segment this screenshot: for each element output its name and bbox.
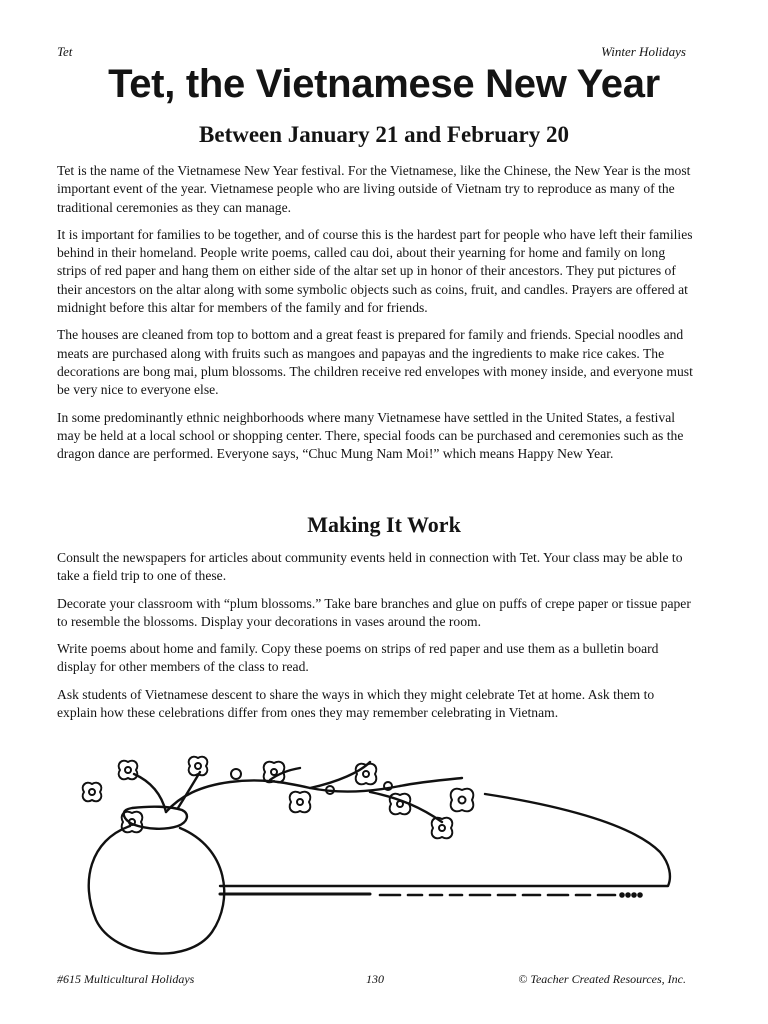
date-range-subtitle: Between January 21 and February 20 <box>199 122 569 147</box>
intro-paragraph: In some predominantly ethnic neighborhoods where many Vietnamese have settled in the United States, a festival may be held at a local school or shopping center. There, special foods can be purchased and ceremonies such as the dragon dance are performed. Everyone says, “Chuc Mung Nam Moi!” which means Happy New Year. <box>57 409 684 462</box>
page-title: Tet, the Vietnamese New Year <box>108 62 660 106</box>
section-heading: Making It Work <box>307 512 461 537</box>
intro-paragraph: It is important for families to be together, and of course this is the hardest part for people who have left their families behind in their homeland. People write poems, called cau doi, about their yearning for home and family on long strips of red paper and hang them on either side of the altar set up in honor of their ancestors. They put pictures of their ancestors on the altar along with some symbolic objects such as coins, fruit, and candles. Prayers are offered at midnight before this altar for members of the family and for friends. <box>57 226 693 316</box>
running-header-right: Winter Holidays <box>601 44 686 59</box>
activity-paragraph: Write poems about home and family. Copy these poems on strips of red paper and use them as a bulletin board display for other members of the class to read. <box>57 641 659 675</box>
intro-paragraph: The houses are cleaned from top to bottom and a great feast is prepared for family and friends. Special noodles and meats are purchased along with fruits such as mangoes and papayas and the ingredients to make rice cakes. The decorations are bong mai, plum blossoms. The children receive red envelopes with money inside, and everyone must be very nice to everyone else. <box>57 327 693 398</box>
intro-section <box>57 162 693 472</box>
footer-copyright: © Teacher Created Resources, Inc. <box>518 972 686 986</box>
intro-paragraph: Tet is the name of the Vietnamese New Year festival. For the Vietnamese, like the Chinese, the New Year is the most important event of the year. Vietnamese people who are living outside of Vietnam try to reproduce as many of the traditional ceremonies as they can manage. <box>57 163 691 215</box>
vase-with-plum-blossoms-icon <box>70 752 690 972</box>
footer-book-title: #615 Multicultural Holidays <box>57 972 195 986</box>
activity-paragraph: Decorate your classroom with “plum blossoms.” Take bare branches and glue on puffs of crepe paper or tissue paper to resemble the blossoms. Display your decorations in vases around the room. <box>57 595 691 629</box>
activity-paragraph: Ask students of Vietnamese descent to share the ways in which they might celebrate Tet at home. Ask them to explain how these celebrations differ from ones they may remember celebrating in Vietnam. <box>57 686 655 721</box>
running-header-left: Tet <box>57 44 73 59</box>
activities-section <box>57 549 693 731</box>
activity-paragraph: Consult the newspapers for articles about community events held in connection with Tet. Your class may be able to take a field trip to one of these. <box>57 550 683 584</box>
page-number: 130 <box>366 972 384 986</box>
